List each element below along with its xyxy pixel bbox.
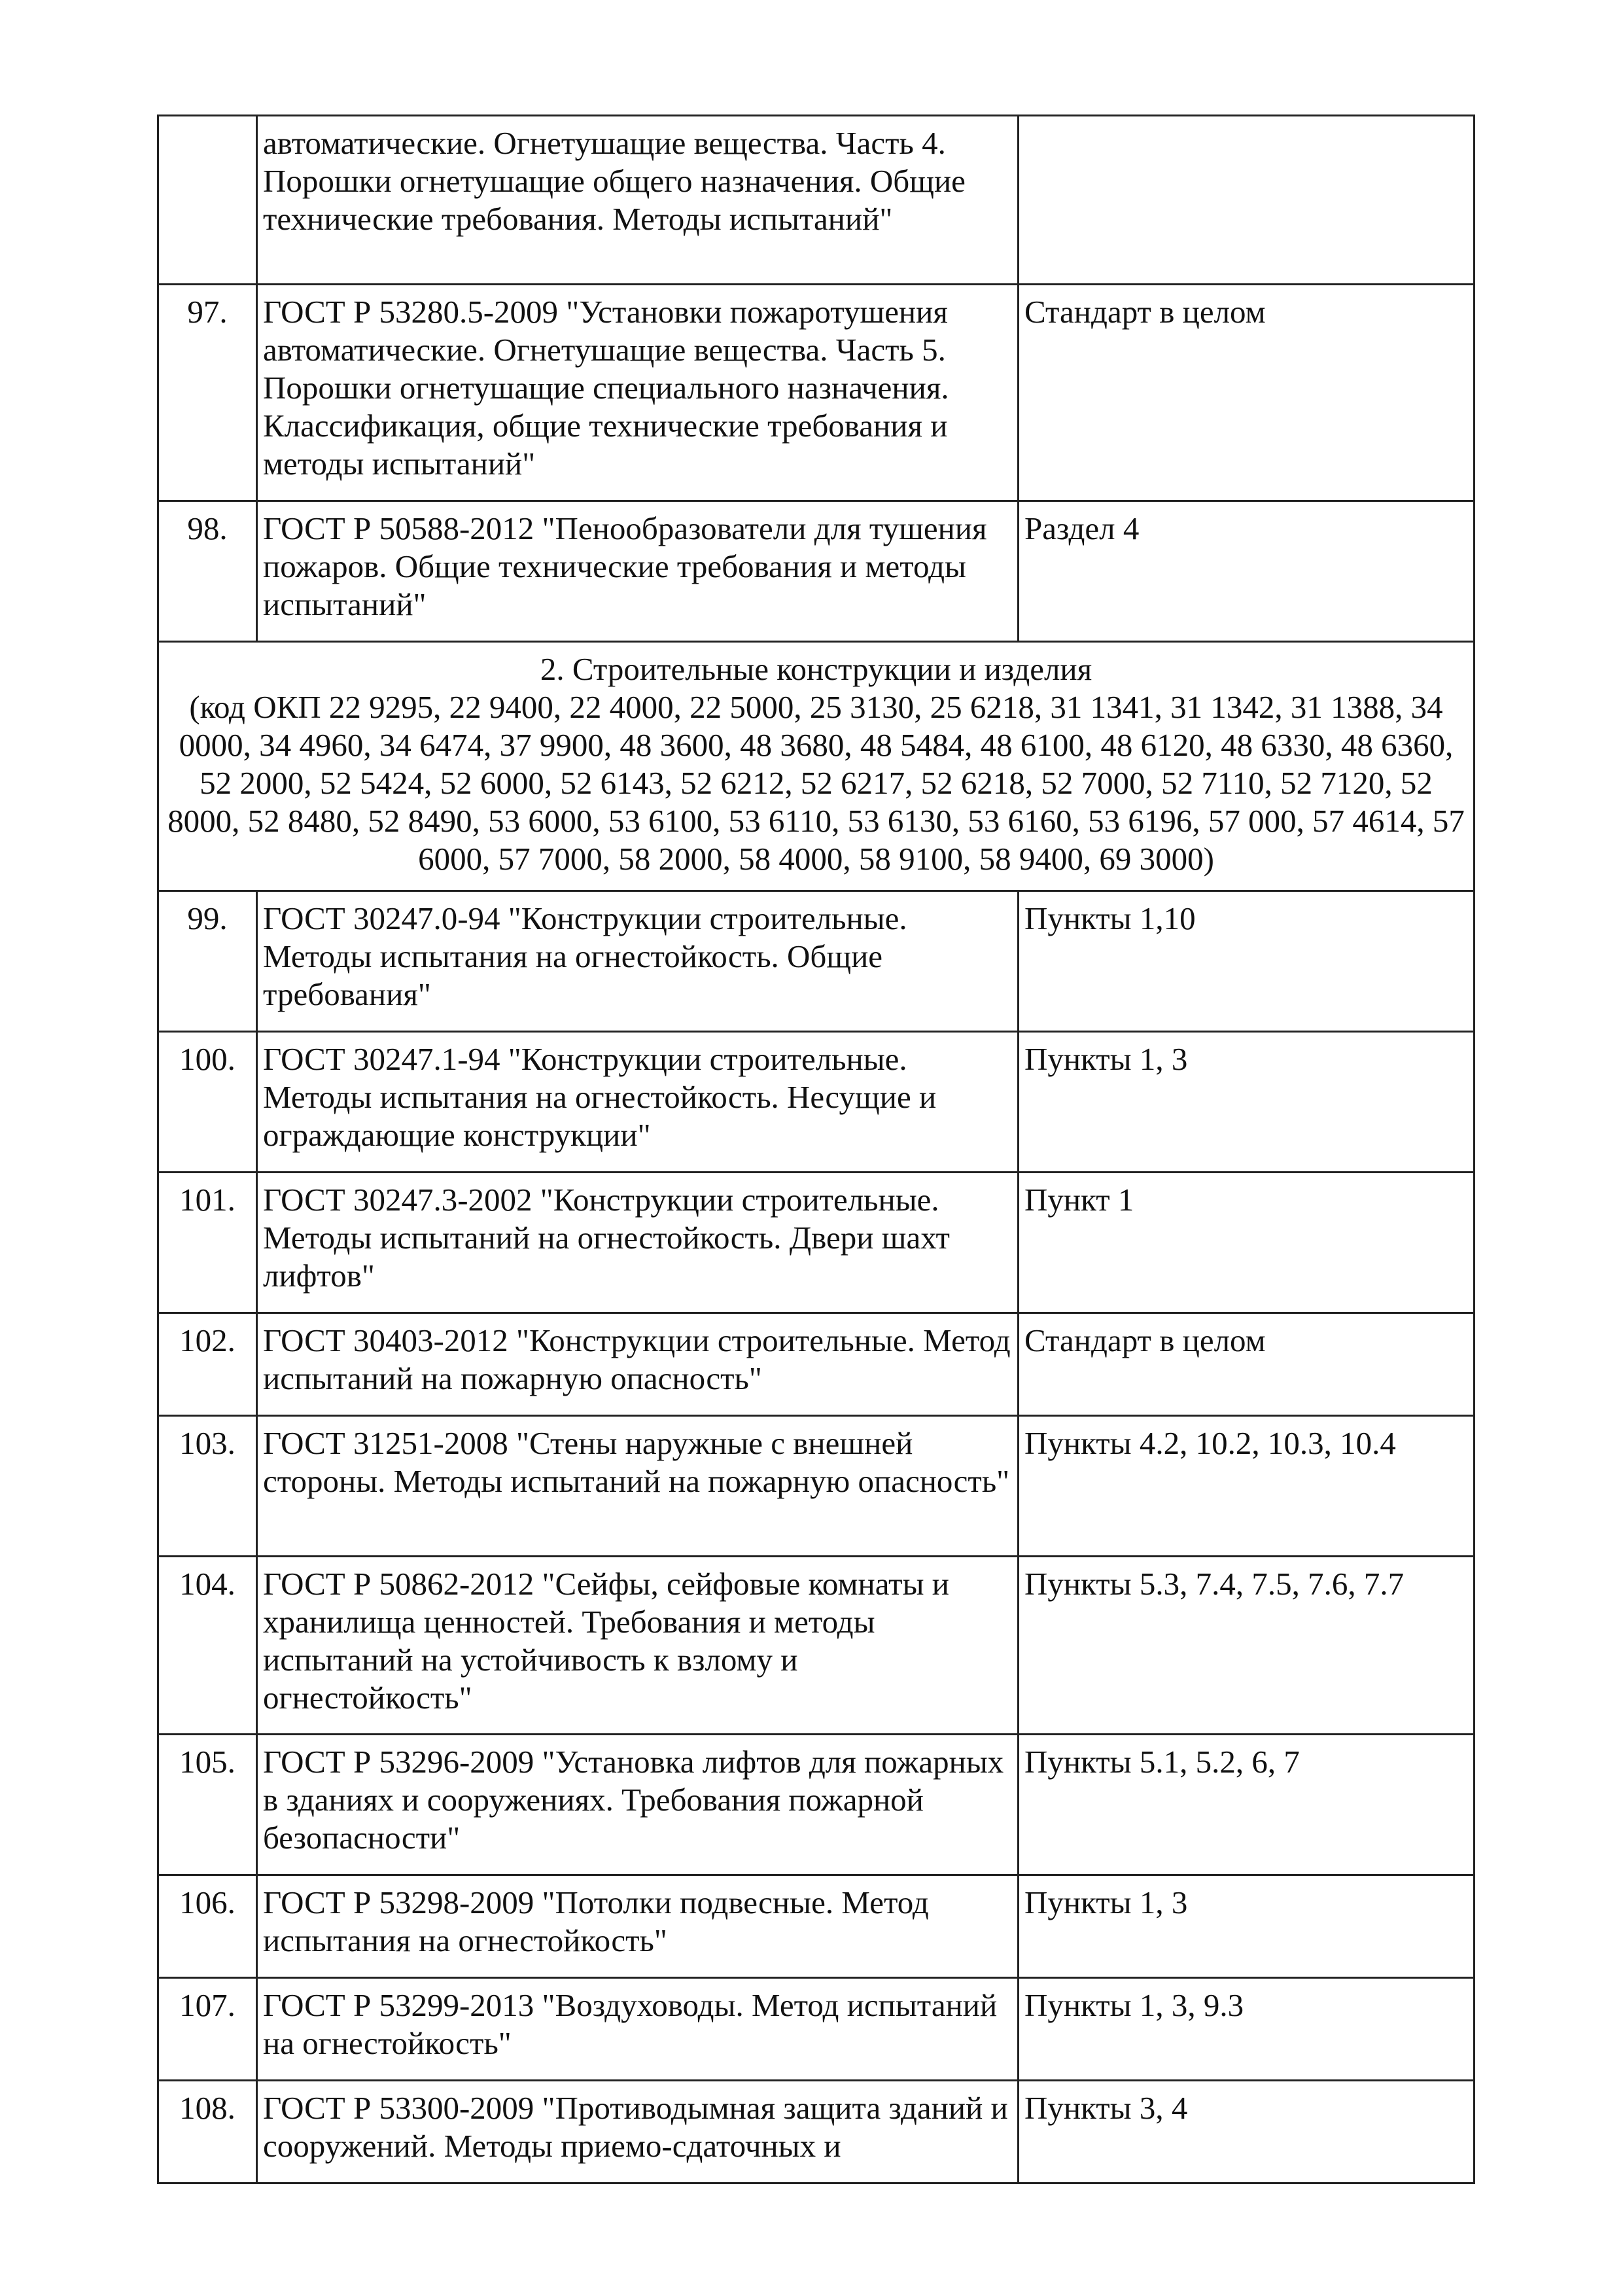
row-number: 97. [158, 285, 257, 501]
row-number: 103. [158, 1416, 257, 1557]
section-codes: (код ОКП 22 9295, 22 9400, 22 4000, 22 5000, 25 3130, 25 6218, 31 1341, 31 1342, 31 1388, 34 0000, 34 4960, 34 6474, 37 9900, 48 3600, 48 3680, 48 5484, 48 6100, 48 6120, 48 6330, 48 6360, 52 2000, 52 5424, 52 6000, 52 6143, 52 6212, 52 6217, 52 6218, 52 7000, 52 7110, 52 7120, 52 8000, 52 8480, 52 8490, 53 6000, 53 6100, 53 6110, 53 6130, 53 6160, 53 6196, 57 000, 57 4614, 57 6000, 57 7000, 58 2000, 58 4000, 58 9100, 58 9400, 69 3000) [167, 689, 1465, 877]
row-number: 105. [158, 1735, 257, 1875]
row-document: ГОСТ Р 50588-2012 "Пенообразователи для тушения пожаров. Общие технические требования и методы испытаний" [257, 501, 1019, 642]
row-reference: Стандарт в целом [1019, 285, 1475, 501]
table-row [158, 116, 1475, 285]
row-document: ГОСТ 30247.0-94 "Конструкции строительные. Методы испытания на огнестойкость. Общие требования" [257, 891, 1019, 1032]
row-number: 102. [158, 1313, 257, 1416]
standards-table [157, 115, 1475, 2184]
table-row [158, 1416, 1475, 1557]
row-number: 99. [158, 891, 257, 1032]
row-document: ГОСТ 30403-2012 "Конструкции строительные. Метод испытаний на пожарную опасность" [257, 1313, 1019, 1416]
section-row [158, 642, 1475, 891]
row-reference: Пункты 1, 3, 9.3 [1019, 1978, 1475, 2081]
row-reference: Пункты 3, 4 [1019, 2081, 1475, 2183]
table-row [158, 1735, 1475, 1875]
table-row [158, 1875, 1475, 1978]
row-reference: Пункты 1,10 [1019, 891, 1475, 1032]
table-row [158, 891, 1475, 1032]
row-number: 101. [158, 1173, 257, 1313]
row-number: 104. [158, 1557, 257, 1735]
section-title: 2. Строительные конструкции и изделия [540, 651, 1092, 687]
row-document: ГОСТ 31251-2008 "Стены наружные с внешней стороны. Методы испытаний на пожарную опасность" [257, 1416, 1019, 1557]
table-row [158, 1313, 1475, 1416]
row-document: ГОСТ 30247.3-2002 "Конструкции строительные. Методы испытаний на огнестойкость. Двери шахт лифтов" [257, 1173, 1019, 1313]
row-document: ГОСТ Р 53299-2013 "Воздуховоды. Метод испытаний на огнестойкость" [257, 1978, 1019, 2081]
row-document: ГОСТ Р 53300-2009 "Противодымная защита зданий и сооружений. Методы приемо-сдаточных и [257, 2081, 1019, 2183]
row-document: ГОСТ Р 50862-2012 "Сейфы, сейфовые комнаты и хранилища ценностей. Требования и методы испытаний на устойчивость к взлому и огнестойкость" [257, 1557, 1019, 1735]
section-header [158, 642, 1475, 891]
row-reference: Пункты 1, 3 [1019, 1032, 1475, 1173]
row-document: ГОСТ Р 53296-2009 "Установка лифтов для пожарных в зданиях и сооружениях. Требования пожарной безопасности" [257, 1735, 1019, 1875]
row-number: 100. [158, 1032, 257, 1173]
row-reference: Пункты 5.3, 7.4, 7.5, 7.6, 7.7 [1019, 1557, 1475, 1735]
row-number: 108. [158, 2081, 257, 2183]
row-number: 107. [158, 1978, 257, 2081]
row-reference: Пункт 1 [1019, 1173, 1475, 1313]
row-reference [1019, 116, 1475, 285]
row-number: 98. [158, 501, 257, 642]
standards-table-body [158, 116, 1475, 2183]
table-row [158, 2081, 1475, 2183]
table-row [158, 501, 1475, 642]
row-document: автоматические. Огнетушащие вещества. Часть 4. Порошки огнетушащие общего назначения. Общие технические требования. Методы испытаний" [257, 116, 1019, 285]
row-number: 106. [158, 1875, 257, 1978]
row-document: ГОСТ 30247.1-94 "Конструкции строительные. Методы испытания на огнестойкость. Несущие и ограждающие конструкции" [257, 1032, 1019, 1173]
row-reference: Раздел 4 [1019, 501, 1475, 642]
row-number [158, 116, 257, 285]
table-row [158, 1173, 1475, 1313]
row-document: ГОСТ Р 53298-2009 "Потолки подвесные. Метод испытания на огнестойкость" [257, 1875, 1019, 1978]
table-row [158, 1557, 1475, 1735]
row-reference: Стандарт в целом [1019, 1313, 1475, 1416]
row-reference: Пункты 1, 3 [1019, 1875, 1475, 1978]
row-document: ГОСТ Р 53280.5-2009 "Установки пожаротушения автоматические. Огнетушащие вещества. Часть 5. Порошки огнетушащие специального назначения. Классификация, общие технические требования и методы испытаний" [257, 285, 1019, 501]
table-row [158, 1032, 1475, 1173]
table-row [158, 1978, 1475, 2081]
row-reference: Пункты 5.1, 5.2, 6, 7 [1019, 1735, 1475, 1875]
row-reference: Пункты 4.2, 10.2, 10.3, 10.4 [1019, 1416, 1475, 1557]
table-row [158, 285, 1475, 501]
